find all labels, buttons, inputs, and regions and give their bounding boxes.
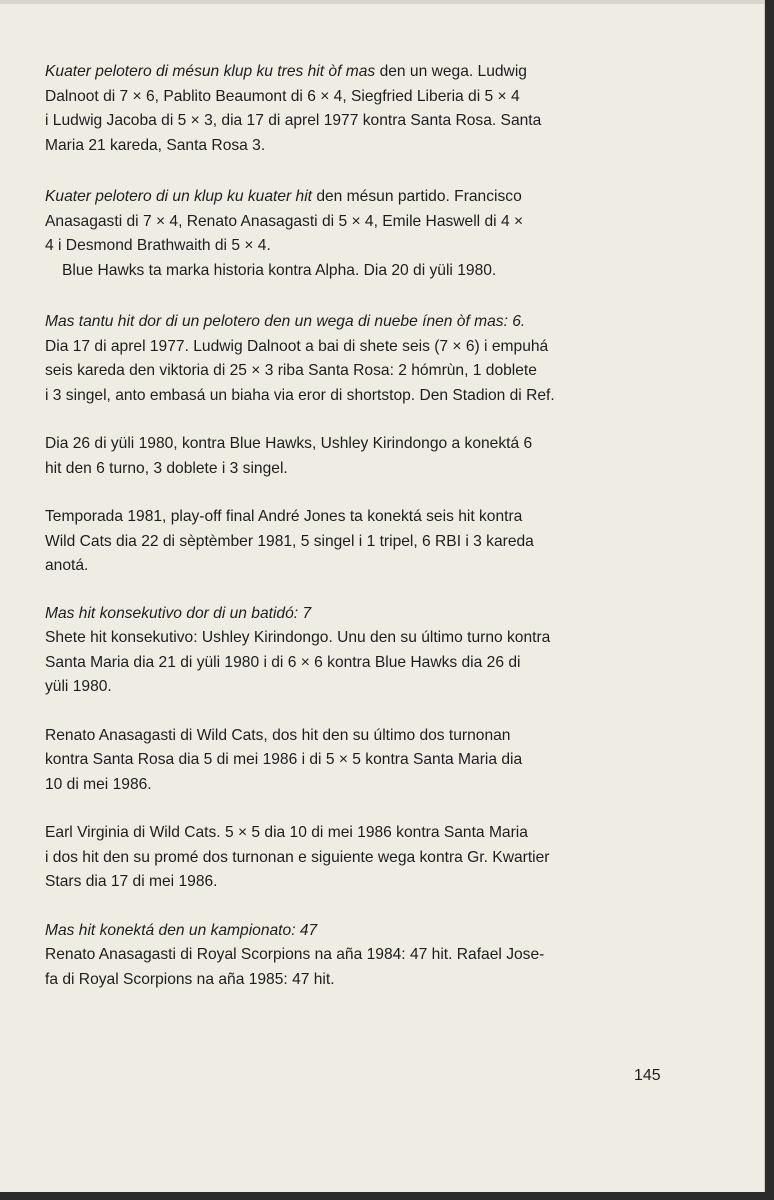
- text-line: Renato Anasagasti di Wild Cats, dos hit den su último dos turnonan: [45, 726, 511, 744]
- page-top-edge: [0, 0, 764, 4]
- text-line: kontra Santa Rosa dia 5 di mei 1986 i di 5 × 5 kontra Santa Maria dia: [45, 751, 523, 768]
- text-line: seis kareda den viktoria di 25 × 3 riba Santa Rosa: 2 hómrùn, 1 doblete: [45, 362, 537, 379]
- text-line: Renato Anasagasti di Royal Scorpions na aña 1984: 47 hit. Rafael Jose-: [45, 946, 545, 963]
- text-line: Stars dia 17 di mei 1986.: [45, 873, 218, 890]
- text-line: Earl Virginia di Wild Cats. 5 × 5 dia 10 di mei 1986 kontra Santa Maria: [45, 824, 528, 841]
- text-line: yüli 1980.: [45, 678, 112, 695]
- section-heading: Mas tantu hit dor di un pelotero den un wega di nuebe ínen òf mas: 6.: [45, 313, 526, 330]
- text-line: hit den 6 turno, 3 doblete i 3 singel.: [45, 459, 288, 477]
- paragraph-blue-hawks-history: [45, 259, 685, 284]
- text-line: fa di Royal Scorpions na aña 1985: 47 hit.: [45, 970, 335, 988]
- section-heading: Kuater pelotero di un klup ku kuater hit: [45, 188, 312, 205]
- paragraph-four-players-three-hits: [45, 60, 685, 158]
- text-line: den un wega. Ludwig: [375, 63, 527, 80]
- paragraph-season-hits: [45, 919, 685, 993]
- text-line: i 3 singel, anto embasá un biaha via eror di shortstop. Den Stadion di Ref.: [45, 386, 555, 404]
- text-line: Wild Cats dia 22 di sèptèmber 1981, 5 singel i 1 tripel, 6 RBI i 3 kareda: [45, 532, 534, 550]
- text-line: Temporada 1981, play-off final André Jones ta konektá seis hit kontra: [45, 508, 523, 525]
- section-heading: Mas hit konektá den un kampionato: 47: [45, 921, 318, 939]
- paragraph-earl-virginia: [45, 821, 685, 895]
- text-line: Dalnoot di 7 × 6, Pablito Beaumont di 6 × 4, Siegfried Liberia di 5 × 4: [45, 87, 520, 105]
- paragraph-most-hits-one-game: [45, 310, 685, 408]
- text-line: Dia 26 di yüli 1980, kontra Blue Hawks, Ushley Kirindongo a konektá 6: [45, 435, 533, 452]
- paragraph-kirindongo-six-hits: [45, 432, 685, 481]
- text-line: Dia 17 di aprel 1977. Ludwig Dalnoot a bai di shete seis (7 × 6) i empuhá: [45, 337, 549, 355]
- text-line: 10 di mei 1986.: [45, 775, 152, 793]
- text-line: i Ludwig Jacoba di 5 × 3, dia 17 di aprel 1977 kontra Santa Rosa. Santa: [45, 112, 542, 129]
- text-line: Shete hit konsekutivo: Ushley Kirindongo. Unu den su último turno kontra: [45, 629, 551, 646]
- text-line: Santa Maria dia 21 di yüli 1980 i di 6 × 6 kontra Blue Hawks dia 26 di: [45, 653, 521, 671]
- text-line: Maria 21 kareda, Santa Rosa 3.: [45, 136, 266, 154]
- section-heading: Mas hit konsekutivo dor di un batidó: 7: [45, 604, 312, 622]
- text-line: anotá.: [45, 557, 89, 574]
- page-number: 145: [634, 1067, 661, 1084]
- text-line: den mésun partido. Francisco: [312, 188, 522, 205]
- paragraph-four-players-four-hits: [45, 185, 685, 259]
- text-line: Blue Hawks ta marka historia kontra Alpha. Dia 20 di yüli 1980.: [62, 261, 497, 279]
- text-line: 4 i Desmond Brathwaith di 5 × 4.: [45, 237, 271, 254]
- text-line: Anasagasti di 7 × 4, Renato Anasagasti di 5 × 4, Emile Haswell di 4 ×: [45, 212, 524, 230]
- paragraph-consecutive-hits: [45, 602, 685, 700]
- text-line: i dos hit den su promé dos turnonan e siguiente wega kontra Gr. Kwartier: [45, 848, 550, 866]
- paragraph-anasagasti-wild-cats: [45, 724, 685, 798]
- paragraph-jones-playoff: [45, 505, 685, 579]
- page-body: [45, 60, 685, 992]
- section-heading: Kuater pelotero di mésun klup ku tres hit òf mas: [45, 63, 376, 80]
